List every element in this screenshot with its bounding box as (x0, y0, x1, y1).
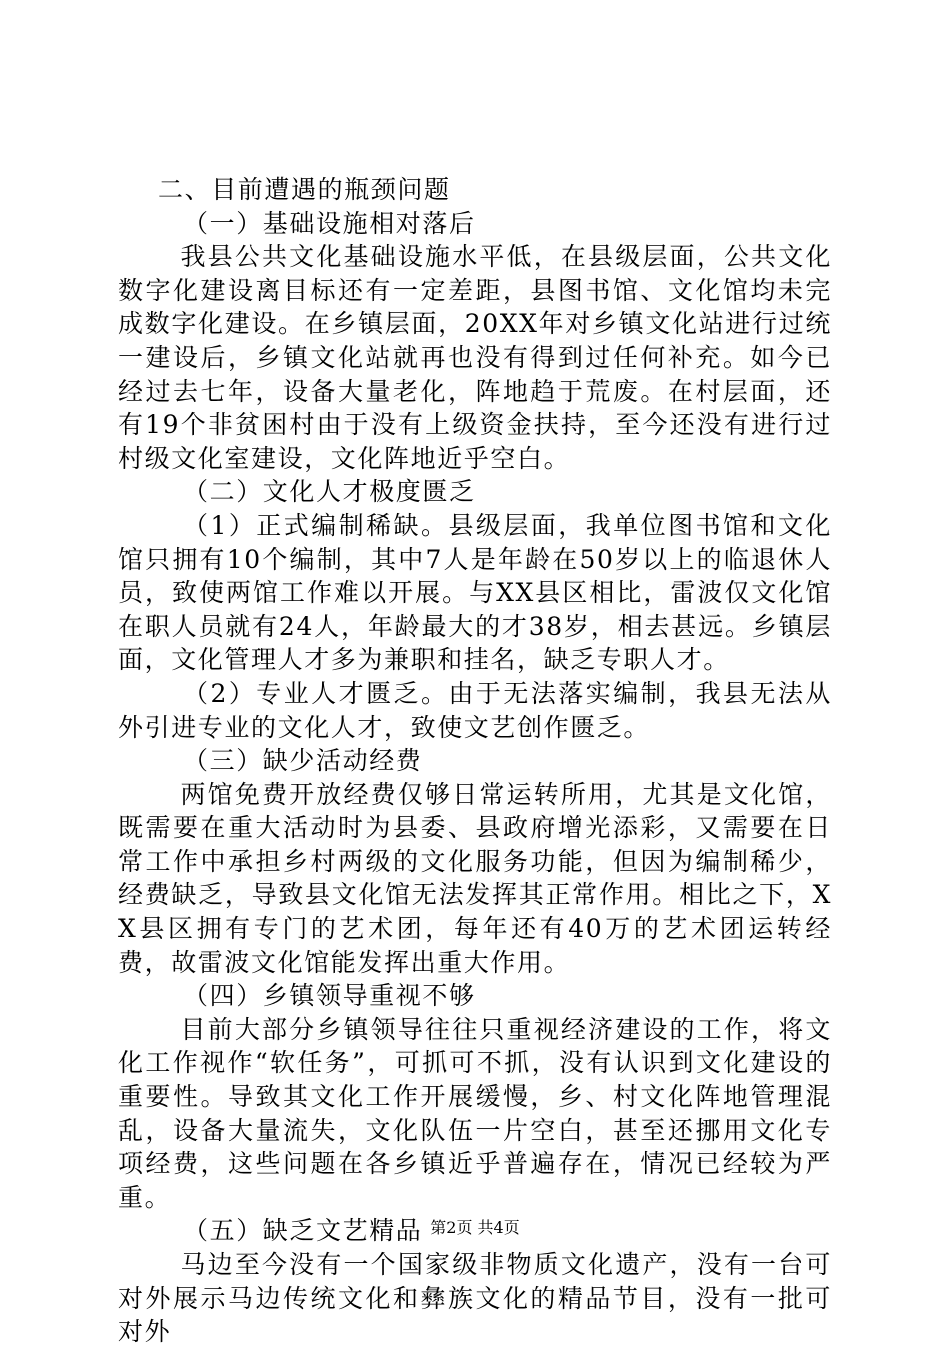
subsection-title-3: （三）缺少活动经费 (183, 746, 423, 776)
subsection-title-2: （二）文化人才极度匮乏 (183, 477, 476, 507)
subsection-title-1: （一）基础设施相对落后 (183, 208, 476, 238)
paragraph-3: （2）专业人才匮乏。由于无法落实编制，我县无法从外引进专业的文化人才，致使文艺创作匮乏。 (118, 678, 832, 742)
paragraph-5: 目前大部分乡镇领导往往只重视经济建设的工作，将文化工作视作“软任务”，可抓可不抓，没有认识到文化建设的重要性。导致其文化工作开展缓慢，乡、村文化阵地管理混乱，设备大量流失，文化队伍一片空白，甚至还挪用文化专项经费，这些问题在各乡镇近乎普遍存在，情况已经较为严重。 (118, 1014, 832, 1212)
paragraph-4: 两馆免费开放经费仅够日常运转所用，尤其是文化馆，既需要在重大活动时为县委、县政府增光添彩，又需要在日常工作中承担乡村两级的文化服务功能，但因为编制稀少，经费缺乏，导致县文化馆无法发挥其正常作用。相比之下，XX县区拥有专门的艺术团，每年还有40万的艺术团运转经费，故雷波文化馆能发挥出重大作用。 (118, 779, 832, 977)
paragraph-2: （1）正式编制稀缺。县级层面，我单位图书馆和文化馆只拥有10个编制，其中7人是年龄在50岁以上的临退休人员，致使两馆工作难以开展。与XX县区相比，雷波仅文化馆在职人员就有24人，年龄最大的才38岁，相去甚远。乡镇层面，文化管理人才多为兼职和挂名，缺乏专职人才。 (118, 510, 832, 675)
document-body (118, 173, 832, 1349)
paragraph-1: 我县公共文化基础设施水平低，在县级层面，公共文化数字化建设离目标还有一定差距，县图书馆、文化馆均未完成数字化建设。在乡镇层面，20XX年对乡镇文化站进行过统一建设后，乡镇文化站就再也没有得到过任何补充。如今已经过去七年，设备大量老化，阵地趋于荒废。在村层面，还有19个非贫困村由于没有上级资金扶持，至今还没有进行过村级文化室建设，文化阵地近乎空白。 (118, 242, 832, 473)
paragraph-6: 马边至今没有一个国家级非物质文化遗产，没有一台可对外展示马边传统文化和彝族文化的精品节目，没有一批可对外 (118, 1250, 832, 1347)
page-footer: 第2页 共4页 (430, 1218, 520, 1237)
subsection-title-5: （五）缺乏文艺精品 (183, 1216, 423, 1246)
section-heading: 二、目前遭遇的瓶颈问题 (158, 175, 451, 204)
subsection-title-4: （四）乡镇领导重视不够 (183, 981, 476, 1011)
